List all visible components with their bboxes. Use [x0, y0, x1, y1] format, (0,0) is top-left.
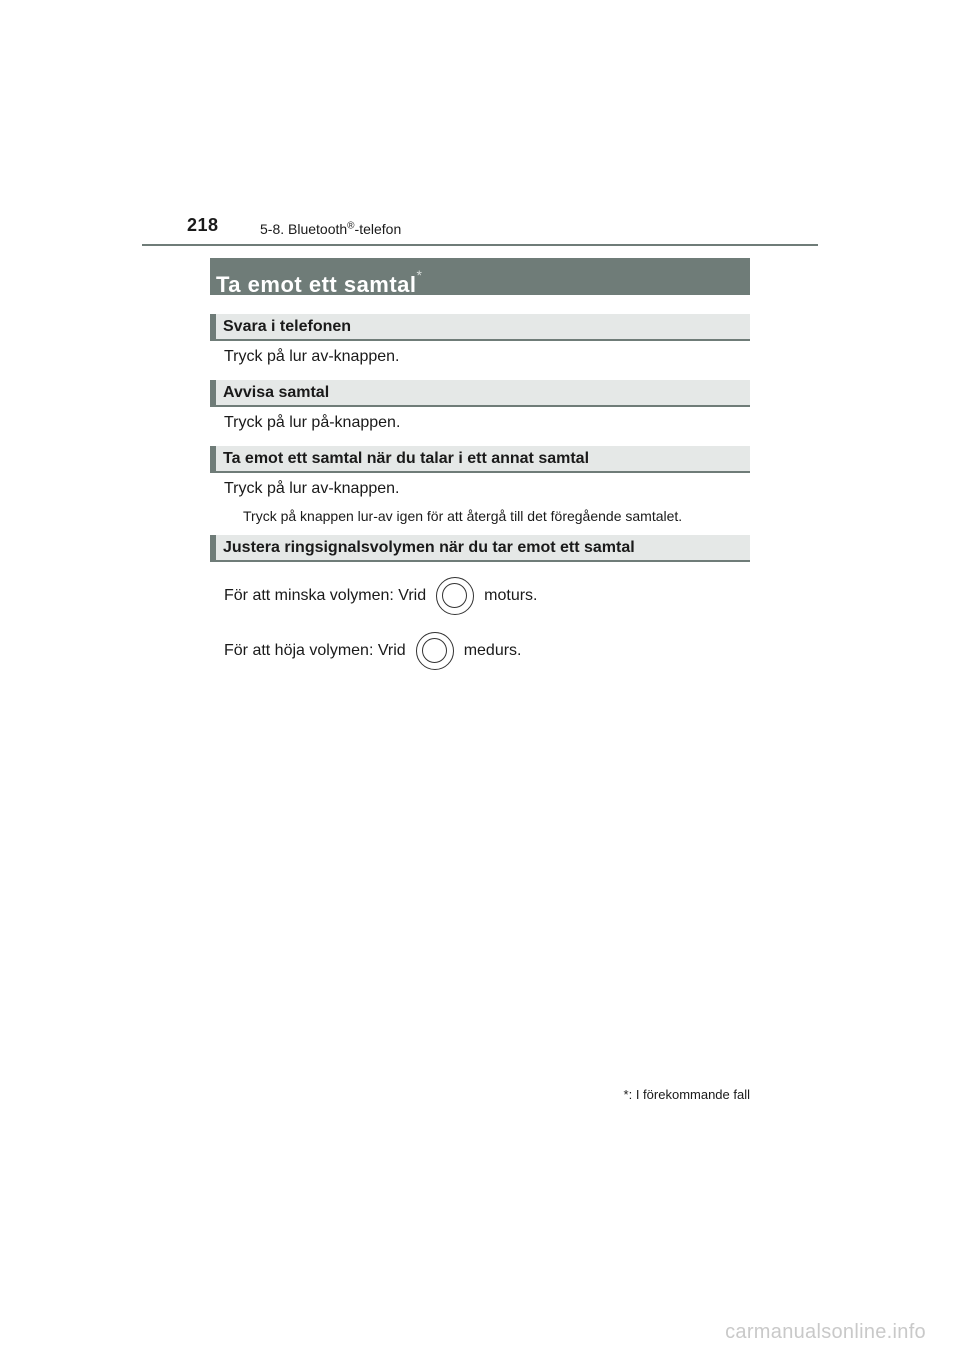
- volume-increase-direction: medurs.: [463, 642, 522, 659]
- section-prefix: 5-8. Bluetooth: [260, 221, 348, 237]
- instruction-reject: Tryck på lur på-knappen.: [224, 414, 401, 431]
- volume-increase-text: För att höja volymen: Vrid: [224, 642, 406, 659]
- volume-knob-icon: [416, 632, 454, 670]
- page-title: [210, 258, 750, 295]
- watermark: carmanualsonline.info: [725, 1321, 926, 1343]
- note-call-waiting: Tryck på knappen lur-av igen för att återgå till det föregående samtalet.: [243, 508, 683, 524]
- footnote-text: : I förekommande fall: [628, 1087, 750, 1102]
- page-number: 218: [187, 215, 219, 235]
- instruction-answer: Tryck på lur av-knappen.: [224, 348, 400, 365]
- footnote: [624, 1087, 750, 1102]
- volume-knob-icon: [436, 577, 474, 615]
- subheading-ring-volume: Justera ringsignalsvolymen när du tar emot ett samtal: [210, 535, 750, 562]
- header-rule: [142, 244, 818, 246]
- subheading-reject: Avvisa samtal: [210, 380, 750, 407]
- section-suffix: -telefon: [354, 221, 402, 237]
- instruction-call-waiting: Tryck på lur av-knappen.: [224, 480, 400, 497]
- asterisk-icon: *: [623, 1087, 629, 1102]
- registered-mark: ®: [347, 220, 355, 232]
- subheading-call-waiting: Ta emot ett samtal när du talar i ett annat samtal: [210, 446, 750, 473]
- volume-decrease-text: För att minska volymen: Vrid: [224, 587, 427, 604]
- volume-increase-line: [224, 629, 522, 673]
- volume-decrease-direction: moturs.: [484, 587, 538, 604]
- asterisk-icon: *: [416, 267, 423, 283]
- running-header: [260, 221, 401, 237]
- volume-decrease-line: [224, 574, 537, 618]
- page-title-text: Ta emot ett samtal: [216, 272, 417, 297]
- subheading-answer: Svara i telefonen: [210, 314, 750, 341]
